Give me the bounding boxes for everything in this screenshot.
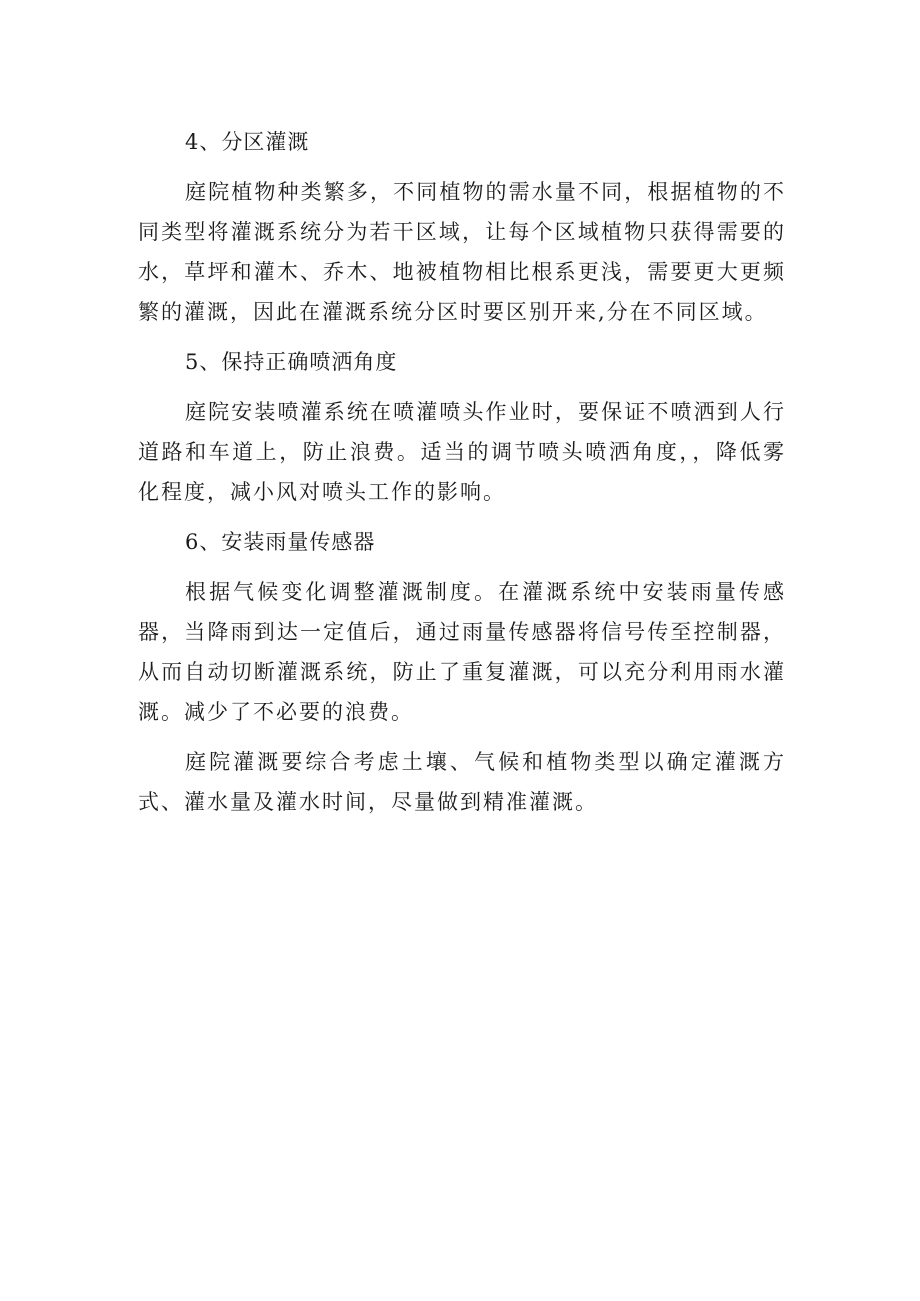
section-paragraph-spray-angle: 庭院安装喷灌系统在喷灌喷头作业时，要保证不喷洒到人行道路和车道上，防止浪费。适当的调节喷头喷洒角度，，降低雾化程度，减小风对喷头工作的影响。 xyxy=(138,400,786,504)
section-heading-rain-sensor: 6、安装雨量传感器 xyxy=(185,530,376,554)
section-heading-zoned-irrigation: 4、分区灌溉 xyxy=(185,130,310,154)
section-heading-spray-angle: 5、保持正确喷洒角度 xyxy=(185,350,398,374)
section-paragraph-zoned-irrigation: 庭院植物种类繁多，不同植物的需水量不同，根据植物的不同类型将灌溉系统分为若干区域，让每个区域植物只获得需要的水，草坪和灌木、乔木、地被植物相比根系更浅，需要更大更频繁的灌溉，因此在灌溉系统分区时要区别开来,分在不同区域。 xyxy=(138,180,786,324)
section-paragraph-rain-sensor: 根据气候变化调整灌溉制度。在灌溉系统中安装雨量传感器，当降雨到达一定值后，通过雨量传感器将信号传至控制器，从而自动切断灌溉系统，防止了重复灌溉，可以充分利用雨水灌溉。减少了不必要的浪费。 xyxy=(138,580,786,724)
document-body xyxy=(138,122,786,822)
conclusion-paragraph: 庭院灌溉要综合考虑土壤、气候和植物类型以确定灌溉方式、灌水量及灌水时间，尽量做到精准灌溉。 xyxy=(138,750,786,814)
